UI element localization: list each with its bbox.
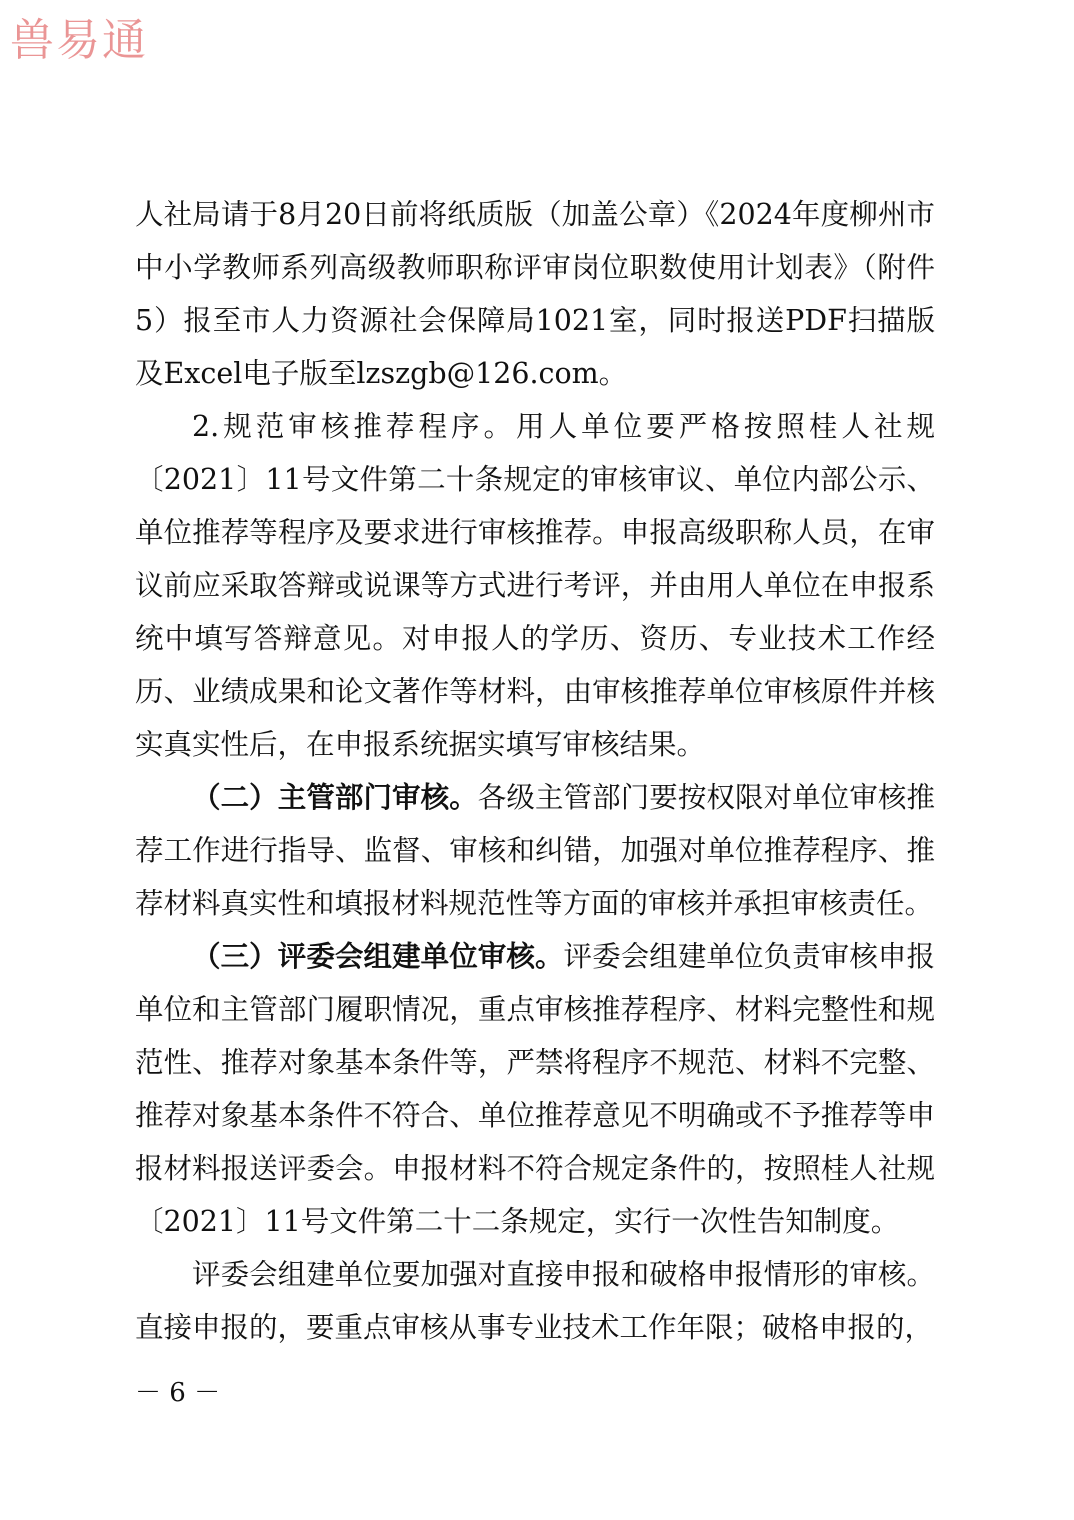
- watermark-logo: 兽易通: [10, 15, 148, 66]
- paragraph-text: 人社局请于8月20日前将纸质版（加盖公章）《2024年度柳州市中小学教师系列高级教师职称评审岗位职数使用计划表》（附件5）报至市人力资源社会保障局1021室，同时报送PDF扫描版及Excel电子版至lzszgb@126.com。: [135, 198, 935, 390]
- paragraph-review-procedure: [135, 400, 935, 771]
- paragraph-committee-review: [135, 930, 935, 1248]
- section-heading: （二）主管部门审核。: [192, 780, 478, 814]
- paragraph-department-review: [135, 771, 935, 930]
- document-body: [135, 188, 935, 1354]
- paragraph-text: 评委会组建单位负责审核申报单位和主管部门履职情况，重点审核推荐程序、材料完整性和规范性、推荐对象基本条件等，严禁将程序不规范、材料不完整、推荐对象基本条件不符合、单位推荐意见不明确或不予推荐等申报材料报送评委会。申报材料不符合规定条件的，按照桂人社规〔2021〕11号文件第二十二条规定，实行一次性告知制度。: [135, 940, 935, 1238]
- paragraph-direct-application: [135, 1248, 935, 1354]
- paragraph-text: 评委会组建单位要加强对直接申报和破格申报情形的审核。直接申报的，要重点审核从事专业技术工作年限；破格申报的，: [135, 1258, 935, 1344]
- page-number: － 6 －: [135, 1378, 221, 1408]
- section-heading: （三）评委会组建单位审核。: [192, 939, 564, 973]
- paragraph-text: 各级主管部门要按权限对单位审核推荐工作进行指导、监督、审核和纠错，加强对单位推荐程序、推荐材料真实性和填报材料规范性等方面的审核并承担审核责任。: [135, 781, 935, 920]
- paragraph-text: 2.规范审核推荐程序。用人单位要严格按照桂人社规〔2021〕11号文件第二十条规定的审核审议、单位内部公示、单位推荐等程序及要求进行审核推荐。申报高级职称人员，在审议前应采取答辩或说课等方式进行考评，并由用人单位在申报系统中填写答辩意见。对申报人的学历、资历、专业技术工作经历、业绩成果和论文著作等材料，由审核推荐单位审核原件并核实真实性后，在申报系统据实填写审核结果。: [135, 410, 935, 761]
- paragraph-continued: [135, 188, 935, 400]
